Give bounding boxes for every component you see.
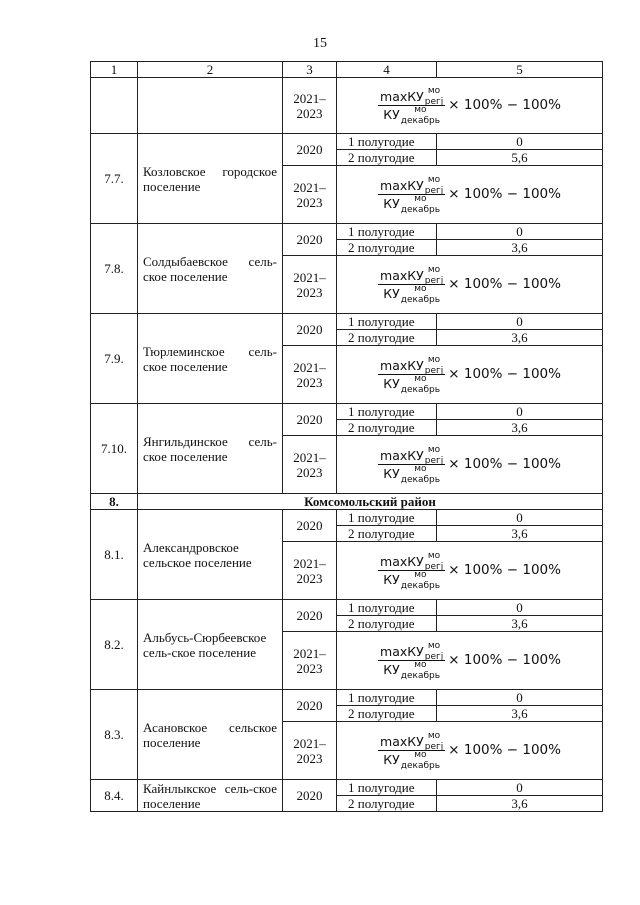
table-row: [91, 600, 603, 616]
formula-numerator-sup: мо: [427, 445, 441, 455]
half-year-label: 1 полугодие: [337, 314, 437, 330]
formula: [378, 551, 561, 591]
formula-cell: [337, 722, 603, 780]
formula-cell: [337, 166, 603, 224]
formula-fraction: [378, 86, 445, 126]
settlement-name: Альбусь-Сюрбеевское сель-ское поселение: [138, 600, 283, 690]
settlement-name: Александровское сельское поселение: [138, 510, 283, 600]
formula-numerator: [378, 88, 445, 106]
formula-denominator-base: КУ: [383, 466, 400, 481]
formula-numerator-sup: мо: [427, 551, 441, 561]
table-row: [91, 134, 603, 150]
formula: [378, 265, 561, 305]
header-col-1: 1: [91, 62, 138, 78]
formula-tail: × 100% − 100%: [448, 186, 561, 202]
formula-cell: [337, 436, 603, 494]
year-cell: 2020: [283, 510, 337, 542]
formula-tail: × 100% − 100%: [448, 366, 561, 382]
formula-numerator: [378, 447, 445, 465]
formula-numerator-sup: мо: [427, 355, 441, 365]
header-col-3: 3: [283, 62, 337, 78]
formula-numerator-base: maxКУ: [380, 358, 424, 373]
formula-numerator: [378, 177, 445, 195]
formula-fraction: [378, 641, 445, 681]
formula-denominator-sub: декабрь: [400, 671, 441, 681]
formula-denominator: [381, 284, 442, 305]
value-cell: 0: [437, 134, 603, 150]
formula-tail: × 100% − 100%: [448, 742, 561, 758]
table-row: [91, 510, 603, 526]
settlements-table: [90, 61, 603, 812]
half-year-label: 2 полугодие: [337, 330, 437, 346]
formula-numerator-base: maxКУ: [380, 734, 424, 749]
formula-denominator: [381, 660, 442, 681]
value-cell: 0: [437, 224, 603, 240]
formula-numerator-sup: мо: [427, 175, 441, 185]
page-number: 15: [313, 36, 327, 51]
formula-denominator: [381, 464, 442, 485]
years-cell: 2021– 2023: [283, 78, 337, 134]
row-number: 7.8.: [91, 224, 138, 314]
table-row: [91, 314, 603, 330]
formula-denominator-sub: декабрь: [400, 581, 441, 591]
years-cell: 2021– 2023: [283, 632, 337, 690]
value-cell: 3,6: [437, 526, 603, 542]
section-row: [91, 494, 603, 510]
value-cell: 3,6: [437, 796, 603, 812]
formula: [378, 731, 561, 771]
formula-denominator-sub: декабрь: [400, 295, 441, 305]
value-cell: 3,6: [437, 616, 603, 632]
years-cell: 2021– 2023: [283, 436, 337, 494]
formula-numerator-sup: мо: [427, 641, 441, 651]
formula: [378, 445, 561, 485]
formula-fraction: [378, 445, 445, 485]
formula-denominator-sub: декабрь: [400, 116, 441, 126]
settlement-name: Асановское сельское поселение: [138, 690, 283, 780]
formula-denominator-sub: декабрь: [400, 761, 441, 771]
formula-denominator-base: КУ: [383, 107, 400, 122]
formula-numerator-sub: регj: [424, 742, 444, 752]
number-cell: [91, 78, 138, 134]
half-year-label: 1 полугодие: [337, 690, 437, 706]
settlement-name: Солдыбаевское сель-ское поселение: [138, 224, 283, 314]
settlement-name: Кайнлыкское сель-ское поселение: [138, 780, 283, 812]
value-cell: 5,6: [437, 150, 603, 166]
formula-numerator-sup: мо: [427, 86, 441, 96]
settlement-name: Янгильдинское сель-ское поселение: [138, 404, 283, 494]
half-year-label: 2 полугодие: [337, 526, 437, 542]
formula-tail: × 100% − 100%: [448, 456, 561, 472]
formula-cell: [337, 78, 603, 134]
formula-numerator: [378, 553, 445, 571]
formula-numerator-sub: регj: [424, 562, 444, 572]
formula-tail: × 100% − 100%: [448, 97, 561, 113]
formula-denominator-sub: декабрь: [400, 205, 441, 215]
half-year-label: 1 полугодие: [337, 404, 437, 420]
row-number: 7.10.: [91, 404, 138, 494]
half-year-label: 2 полугодие: [337, 150, 437, 166]
formula: [378, 175, 561, 215]
formula-denominator: [381, 570, 442, 591]
formula-denominator-sup: мо: [414, 284, 427, 294]
formula-fraction: [378, 731, 445, 771]
half-year-label: 1 полугодие: [337, 600, 437, 616]
formula-denominator-sup: мо: [414, 750, 427, 760]
formula-fraction: [378, 265, 445, 305]
years-cell: 2021– 2023: [283, 166, 337, 224]
value-cell: 0: [437, 690, 603, 706]
section-title: Комсомольский район: [138, 494, 603, 510]
formula-fraction: [378, 355, 445, 395]
formula-denominator: [381, 374, 442, 395]
table-row: [91, 224, 603, 240]
row-number: 8.3.: [91, 690, 138, 780]
row-number: 8.2.: [91, 600, 138, 690]
formula-denominator-sup: мо: [414, 374, 427, 384]
formula-denominator-sub: декабрь: [400, 475, 441, 485]
half-year-label: 1 полугодие: [337, 224, 437, 240]
table-row: [91, 404, 603, 420]
value-cell: 3,6: [437, 330, 603, 346]
value-cell: 0: [437, 314, 603, 330]
half-year-label: 2 полугодие: [337, 706, 437, 722]
formula-numerator-base: maxКУ: [380, 178, 424, 193]
year-cell: 2020: [283, 314, 337, 346]
formula-numerator-sub: регj: [424, 456, 444, 466]
formula-numerator-sub: регj: [424, 186, 444, 196]
formula-fraction: [378, 175, 445, 215]
settlement-name: Тюрлеминское сель-ское поселение: [138, 314, 283, 404]
formula-denominator-sup: мо: [414, 105, 427, 115]
value-cell: 0: [437, 404, 603, 420]
value-cell: 3,6: [437, 706, 603, 722]
year-cell: 2020: [283, 134, 337, 166]
formula-denominator-base: КУ: [383, 196, 400, 211]
formula-cell: [337, 346, 603, 404]
half-year-label: 2 полугодие: [337, 796, 437, 812]
formula-numerator-sup: мо: [427, 731, 441, 741]
formula-numerator: [378, 733, 445, 751]
header-row: [91, 62, 603, 78]
formula-denominator-sup: мо: [414, 570, 427, 580]
row-number: 7.9.: [91, 314, 138, 404]
formula-numerator-base: maxКУ: [380, 448, 424, 463]
formula-numerator-sub: регj: [424, 366, 444, 376]
formula: [378, 355, 561, 395]
formula-denominator-sub: декабрь: [400, 385, 441, 395]
row-number: 8.4.: [91, 780, 138, 812]
formula-tail: × 100% − 100%: [448, 276, 561, 292]
half-year-label: 1 полугодие: [337, 134, 437, 150]
year-cell: 2020: [283, 600, 337, 632]
name-cell: [138, 78, 283, 134]
year-cell: 2020: [283, 224, 337, 256]
formula-numerator: [378, 643, 445, 661]
formula-numerator-sub: регj: [424, 97, 444, 107]
years-cell: 2021– 2023: [283, 722, 337, 780]
year-cell: 2020: [283, 404, 337, 436]
row-number: 8.1.: [91, 510, 138, 600]
formula-numerator-base: maxКУ: [380, 554, 424, 569]
formula-denominator-base: КУ: [383, 376, 400, 391]
formula-tail: × 100% − 100%: [448, 652, 561, 668]
half-year-label: 1 полугодие: [337, 780, 437, 796]
formula-numerator: [378, 357, 445, 375]
formula: [378, 641, 561, 681]
formula-denominator-base: КУ: [383, 662, 400, 677]
formula-denominator: [381, 194, 442, 215]
formula-denominator-sup: мо: [414, 194, 427, 204]
formula-numerator: [378, 267, 445, 285]
formula-numerator-sub: регj: [424, 276, 444, 286]
formula-denominator: [381, 750, 442, 771]
formula: [378, 86, 561, 126]
formula-numerator-sub: регj: [424, 652, 444, 662]
formula-denominator-base: КУ: [383, 572, 400, 587]
table-row: [91, 690, 603, 706]
formula-cell: [337, 632, 603, 690]
formula-cell: [337, 256, 603, 314]
header-col-2: 2: [138, 62, 283, 78]
table-row: [91, 78, 603, 134]
value-cell: 0: [437, 600, 603, 616]
value-cell: 0: [437, 510, 603, 526]
half-year-label: 2 полугодие: [337, 616, 437, 632]
formula-denominator: [381, 105, 442, 126]
row-number: 7.7.: [91, 134, 138, 224]
header-col-4: 4: [337, 62, 437, 78]
formula-numerator-sup: мо: [427, 265, 441, 275]
formula-numerator-base: maxКУ: [380, 644, 424, 659]
header-col-5: 5: [437, 62, 603, 78]
years-cell: 2021– 2023: [283, 542, 337, 600]
year-cell: 2020: [283, 780, 337, 812]
formula-cell: [337, 542, 603, 600]
section-number: 8.: [91, 494, 138, 510]
half-year-label: 2 полугодие: [337, 420, 437, 436]
formula-numerator-base: maxКУ: [380, 268, 424, 283]
value-cell: 0: [437, 780, 603, 796]
formula-denominator-base: КУ: [383, 752, 400, 767]
formula-denominator-sup: мо: [414, 464, 427, 474]
value-cell: 3,6: [437, 420, 603, 436]
formula-tail: × 100% − 100%: [448, 562, 561, 578]
year-cell: 2020: [283, 690, 337, 722]
half-year-label: 2 полугодие: [337, 240, 437, 256]
years-cell: 2021– 2023: [283, 346, 337, 404]
formula-denominator-sup: мо: [414, 660, 427, 670]
value-cell: 3,6: [437, 240, 603, 256]
years-cell: 2021– 2023: [283, 256, 337, 314]
formula-numerator-base: maxКУ: [380, 89, 424, 104]
formula-denominator-base: КУ: [383, 286, 400, 301]
formula-fraction: [378, 551, 445, 591]
half-year-label: 1 полугодие: [337, 510, 437, 526]
table-row: [91, 780, 603, 796]
settlement-name: Козловское городское поселение: [138, 134, 283, 224]
